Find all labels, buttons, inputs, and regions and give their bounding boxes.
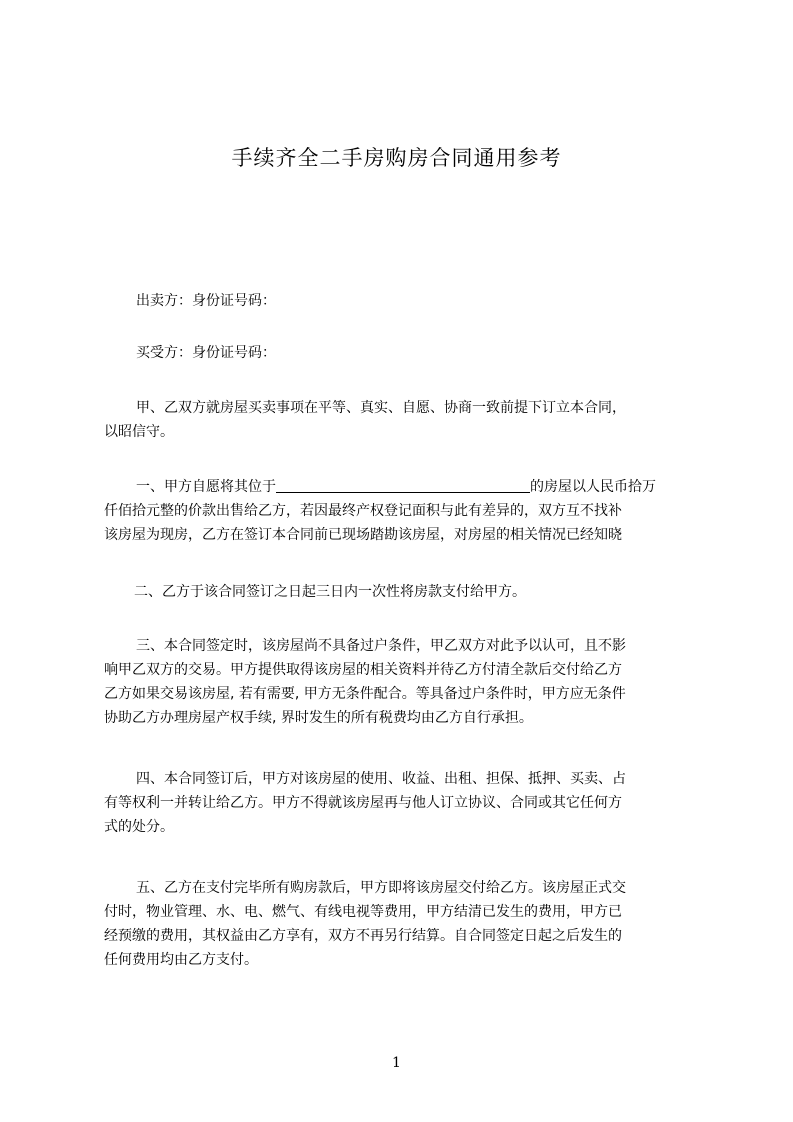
clause-3-line: 响甲乙双方的交易。甲方提供取得该房屋的相关资料并待乙方付清全款后交付给乙方 [104,662,622,678]
preamble-line: 甲、乙双方就房屋买卖事项在平等、真实、自愿、协商一致前提下订立本合同， [136,400,626,416]
preamble-line: 以昭信守。 [104,424,174,440]
page-number: 1 [392,1055,401,1071]
clause-5-line: 付时，物业管理、水、电、燃气、有线电视等费用，甲方结清已发生的费用，甲方已 [104,904,622,920]
clause-5-line: 五、乙方在支付完毕所有购房款后，甲方即将该房屋交付给乙方。该房屋正式交 [136,880,626,896]
clause-4-line: 四、本合同签订后，甲方对该房屋的使用、收益、出租、担保、抵押、买卖、占 [136,771,626,787]
clause-1-text-before: 一、甲方自愿将其位于 [136,479,276,495]
clause-3-line: 协助乙方办理房屋产权手续, 界时发生的所有税费均由乙方自行承担。 [104,710,533,726]
clause-1-line [104,475,704,499]
clause-1-paragraph [104,475,704,547]
document-title: 手续齐全二手房购房合同通用参考 [231,146,562,170]
clause-4-line: 式的处分。 [104,819,174,835]
clause-5-line: 经预缴的费用，其权益由乙方享有，双方不再另行结算。自合同签定日起之后发生的 [104,928,622,944]
clause-2-line: 二、乙方于该合同签订之日起三日内一次性将房款支付给甲方。 [134,584,526,600]
clause-4-line: 有等权利一并转让给乙方。甲方不得就该房屋再与他人订立协议、合同或其它任何方 [104,795,622,811]
buyer-line [104,341,704,365]
preamble-paragraph [104,396,704,444]
clause-1-line: 该房屋为现房，乙方在签订本合同前已现场踏勘该房屋，对房屋的相关情况已经知晓 [104,527,622,543]
clause-5-paragraph [104,876,704,972]
clause-1-text-after: 的房屋以人民币拾万 [530,479,656,495]
location-blank-field [276,478,530,493]
clause-5-line: 任何费用均由乙方支付。 [104,952,258,968]
clause-1-line: 仟佰拾元整的价款出售给乙方，若因最终产权登记面积与此有差异的，双方互不找补 [104,503,622,519]
clause-4-paragraph [104,767,704,839]
clause-3-line: 三、本合同签定时，该房屋尚不具备过户条件，甲乙双方对此予以认可，且不影 [136,638,626,654]
seller-label: 出卖方：身份证号码： [136,293,276,309]
clause-2-paragraph [104,580,704,604]
clause-3-paragraph [104,634,704,730]
clause-3-line: 乙方如果交易该房屋, 若有需要, 甲方无条件配合。等具备过户条件时，甲方应无条件 [104,686,626,702]
seller-line [104,289,704,313]
buyer-label: 买受方：身份证号码： [136,345,276,361]
